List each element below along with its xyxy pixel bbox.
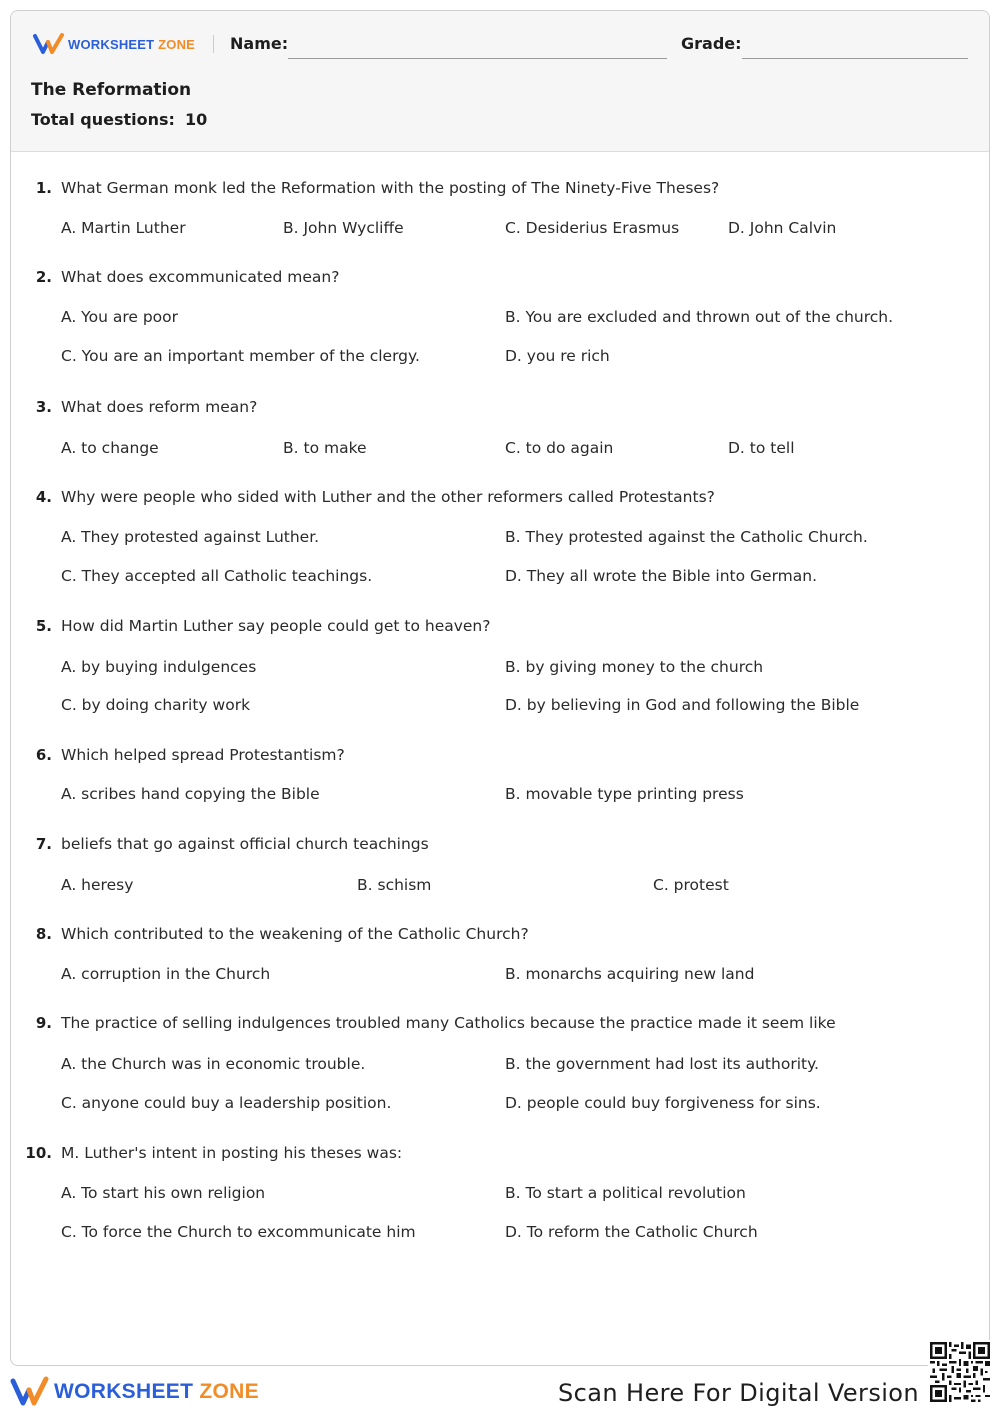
option-b[interactable]: B. To start a political revolution	[505, 1184, 746, 1202]
question-text: What does reform mean?	[61, 398, 258, 416]
total-questions-label: Total questions:	[31, 110, 175, 129]
question-number: 1.	[35, 179, 52, 197]
question-number: 5.	[35, 617, 52, 635]
brand-wordmark: WORKSHEET ZONE	[68, 36, 196, 52]
question-text: M. Luther's intent in posting his theses was:	[61, 1144, 403, 1162]
question-number: 8.	[35, 925, 52, 943]
option-b[interactable]: B. schism	[357, 876, 432, 894]
option-b[interactable]: B. by giving money to the church	[505, 658, 764, 676]
option-d[interactable]: D. by believing in God and following the Bible	[505, 696, 860, 714]
option-a[interactable]: A. Martin Luther	[61, 219, 186, 237]
option-a[interactable]: A. You are poor	[61, 308, 178, 326]
qr-code-graphic	[930, 1342, 990, 1402]
question-number: 6.	[35, 746, 52, 764]
option-c[interactable]: C. anyone could buy a leadership position.	[61, 1094, 392, 1112]
worksheet-zone-logo-icon	[10, 1376, 50, 1408]
option-b[interactable]: B. monarchs acquiring new land	[505, 965, 755, 983]
option-b[interactable]: B. You are excluded and thrown out of the church.	[505, 308, 894, 326]
option-a[interactable]: A. heresy	[61, 876, 134, 894]
option-a[interactable]: A. scribes hand copying the Bible	[61, 785, 320, 803]
question-number: 10.	[25, 1144, 52, 1162]
question-number: 9.	[35, 1014, 52, 1032]
total-questions-value: 10	[184, 110, 208, 129]
option-c[interactable]: C. to do again	[505, 439, 614, 457]
question-number: 4.	[35, 488, 52, 506]
question-text: What German monk led the Reformation with the posting of The Ninety-Five Theses?	[61, 179, 720, 197]
option-c[interactable]: C. by doing charity work	[61, 696, 251, 714]
grade-label: Grade:	[681, 34, 742, 53]
option-b[interactable]: B. the government had lost its authority.	[505, 1055, 819, 1073]
option-a[interactable]: A. by buying indulgences	[61, 658, 257, 676]
grade-line[interactable]	[742, 58, 968, 59]
qr-code-icon[interactable]	[928, 1340, 992, 1404]
option-c[interactable]: C. They accepted all Catholic teachings.	[61, 567, 373, 585]
question-text: Which helped spread Protestantism?	[61, 746, 345, 764]
option-c[interactable]: C. protest	[653, 876, 729, 894]
header-divider	[213, 35, 214, 53]
name-line[interactable]	[288, 58, 667, 59]
option-a[interactable]: A. the Church was in economic trouble.	[61, 1055, 366, 1073]
option-a[interactable]: A. to change	[61, 439, 159, 457]
question-number: 7.	[35, 835, 52, 853]
option-d[interactable]: D. people could buy forgiveness for sins.	[505, 1094, 821, 1112]
option-d[interactable]: D. To reform the Catholic Church	[505, 1223, 758, 1241]
question-text: What does excommunicated mean?	[61, 268, 340, 286]
option-a[interactable]: A. corruption in the Church	[61, 965, 271, 983]
brand-wordmark: WORKSHEET ZONE	[54, 1380, 259, 1403]
option-d[interactable]: D. to tell	[728, 439, 795, 457]
option-d[interactable]: D. you re rich	[505, 347, 610, 365]
option-c[interactable]: C. To force the Church to excommunicate him	[61, 1223, 416, 1241]
scan-instruction: Scan Here For Digital Version	[558, 1379, 919, 1407]
question-text: The practice of selling indulgences troubled many Catholics because the practice made it seem like	[61, 1014, 836, 1032]
brand-logo-footer	[10, 1376, 259, 1408]
option-b[interactable]: B. They protested against the Catholic Church.	[505, 528, 868, 546]
page-footer	[0, 1366, 1000, 1414]
brand-logo-header	[33, 33, 195, 55]
worksheet-zone-logo-icon	[33, 33, 65, 55]
worksheet-header	[11, 11, 989, 152]
option-d[interactable]: D. John Calvin	[728, 219, 837, 237]
option-d[interactable]: D. They all wrote the Bible into German.	[505, 567, 818, 585]
question-text: beliefs that go against official church teachings	[61, 835, 429, 853]
option-b[interactable]: B. movable type printing press	[505, 785, 744, 803]
question-number: 2.	[35, 268, 52, 286]
option-c[interactable]: C. You are an important member of the clergy.	[61, 347, 420, 365]
question-text: How did Martin Luther say people could get to heaven?	[61, 617, 491, 635]
option-b[interactable]: B. John Wycliffe	[283, 219, 404, 237]
name-label: Name:	[230, 34, 289, 53]
option-b[interactable]: B. to make	[283, 439, 367, 457]
total-questions	[31, 110, 207, 129]
question-text: Why were people who sided with Luther and the other reformers called Protestants?	[61, 488, 715, 506]
option-a[interactable]: A. They protested against Luther.	[61, 528, 320, 546]
question-number: 3.	[35, 398, 52, 416]
worksheet-title: The Reformation	[31, 80, 192, 100]
option-a[interactable]: A. To start his own religion	[61, 1184, 266, 1202]
worksheet-card	[10, 10, 990, 1366]
question-text: Which contributed to the weakening of the Catholic Church?	[61, 925, 529, 943]
option-c[interactable]: C. Desiderius Erasmus	[505, 219, 680, 237]
